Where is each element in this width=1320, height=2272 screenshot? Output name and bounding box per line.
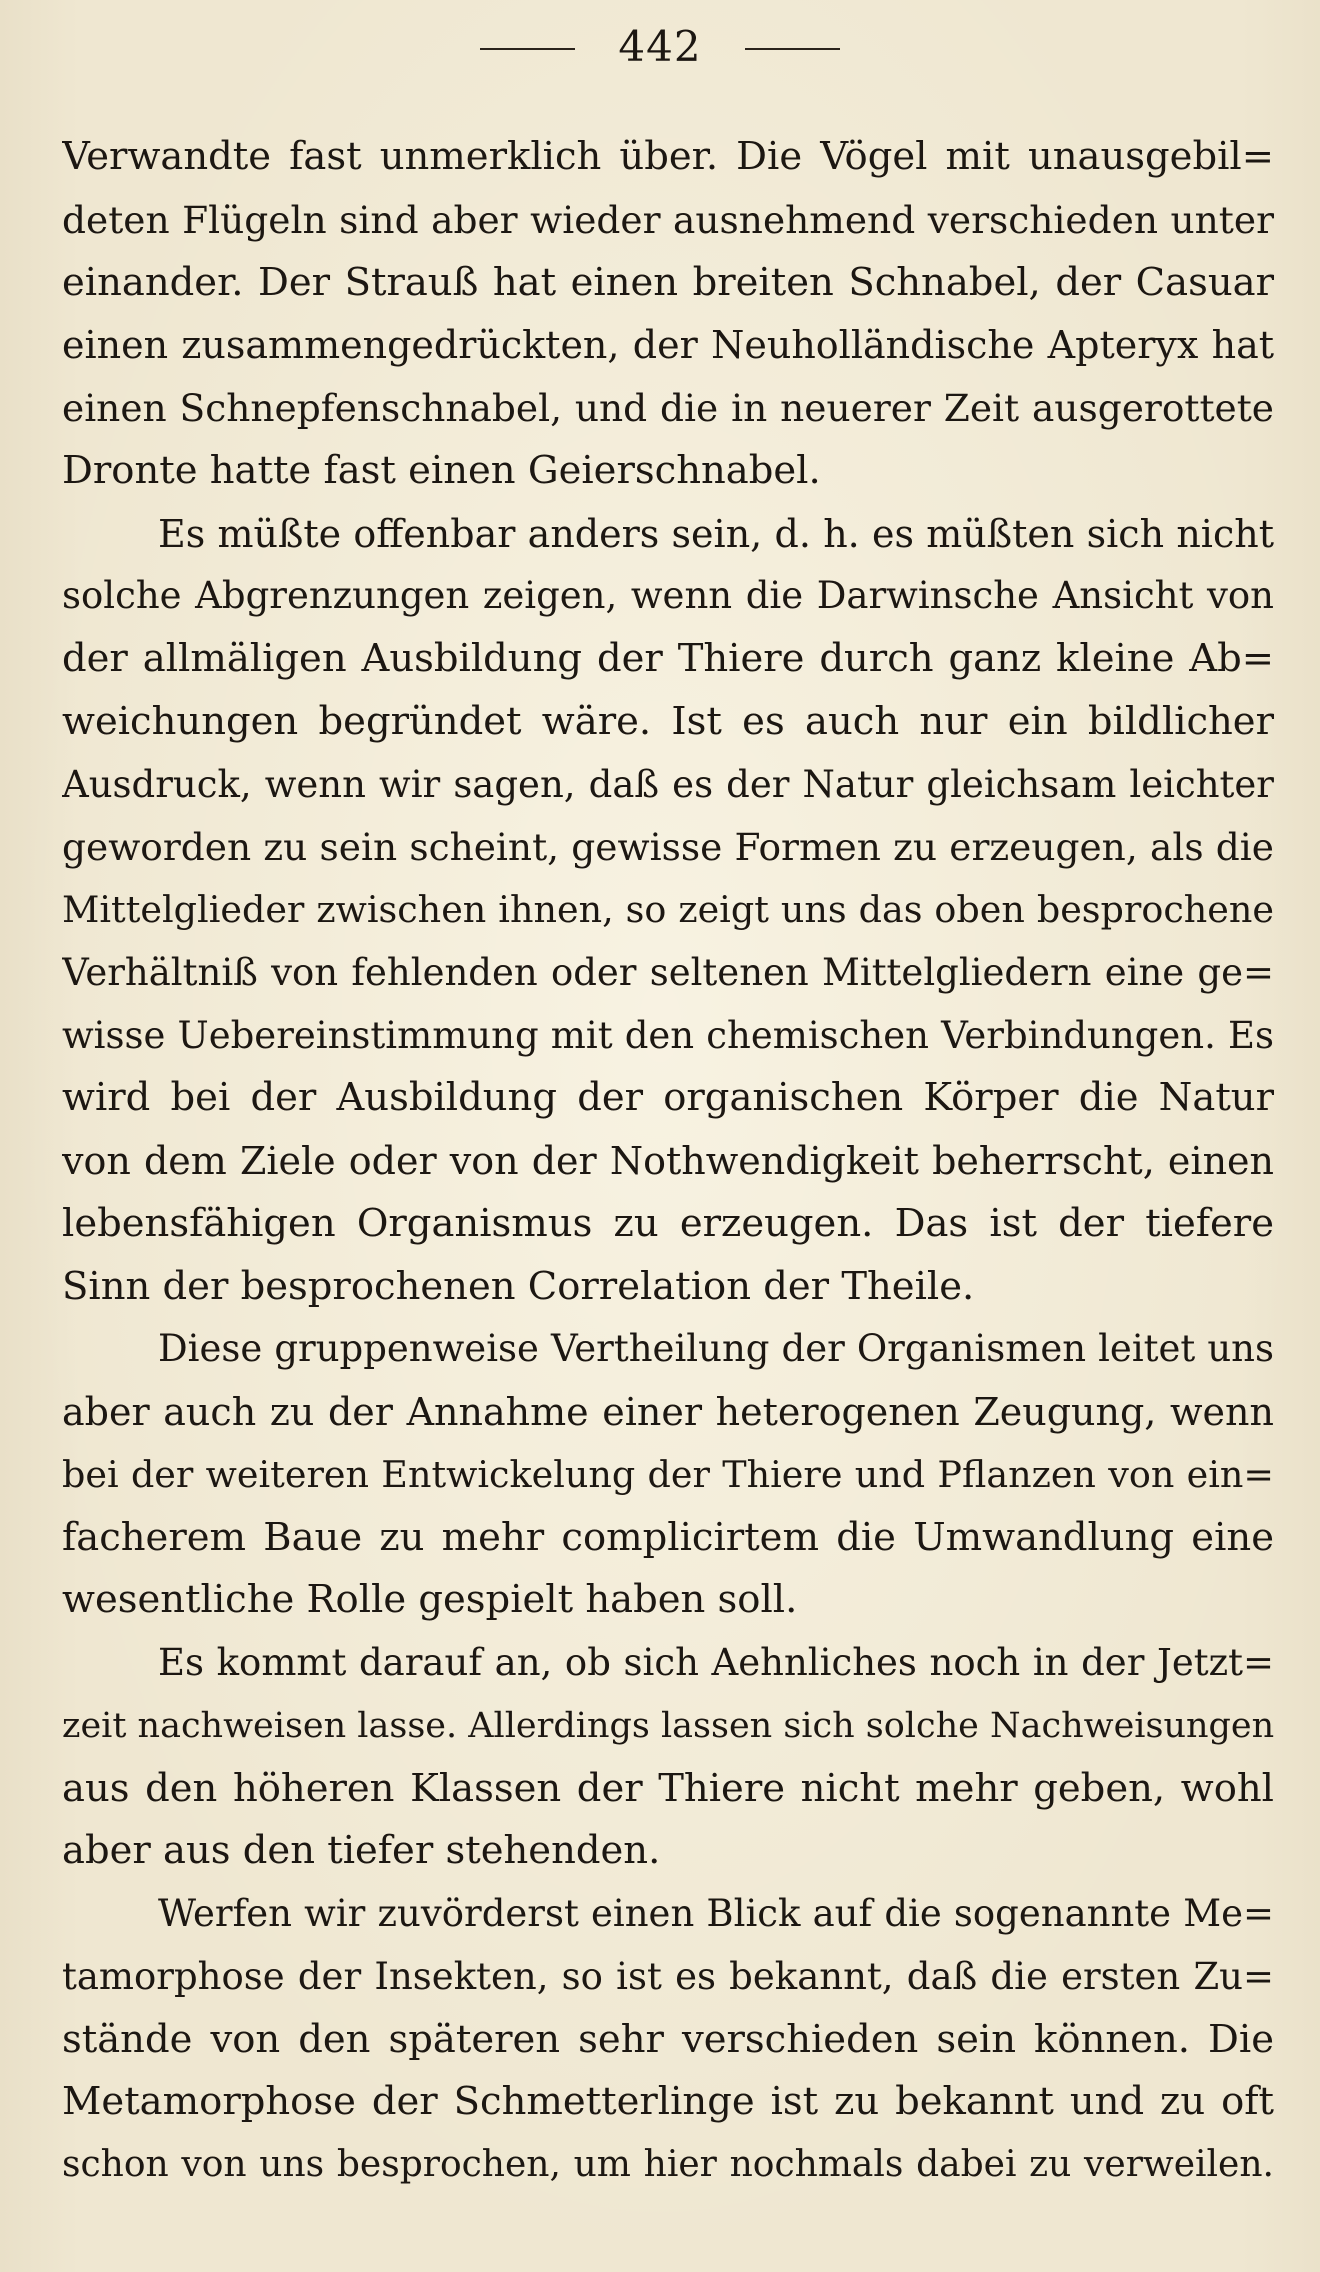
body-text [62, 126, 1274, 2197]
text-line: Werfen wir zuvörderst einen Blick auf die sogenannte Me= [158, 1892, 1274, 1935]
text-line: einen Schnepfenschnabel, und die in neuerer Zeit ausgerottete [62, 386, 1274, 430]
text-line: aber auch zu der Annahme einer heterogenen Zeugung, wenn [62, 1390, 1274, 1434]
text-line: Verwandte fast unmerklich über. Die Vögel mit unausgebil= [62, 134, 1274, 179]
text-line: wisse Uebereinstimmung mit den chemischen Verbindungen. Es [62, 1013, 1274, 1057]
text-line: Mittelglieder zwischen ihnen, so zeigt uns das oben besprochene [62, 888, 1274, 931]
text-line: geworden zu sein scheint, gewisse Formen zu erzeugen, als die [62, 825, 1274, 870]
text-line: Es kommt darauf an, ob sich Aehnliches noch in der Jetzt= [158, 1641, 1274, 1684]
page-number: 442 [618, 22, 702, 71]
text-line: aus den höheren Klassen der Thiere nicht mehr geben, wohl [62, 1765, 1274, 1811]
text-line: der allmäligen Ausbildung der Thiere durch ganz kleine Ab= [62, 636, 1274, 681]
text-line: tamorphose der Insekten, so ist es bekannt, daß die ersten Zu= [62, 1954, 1274, 1998]
text-line: von dem Ziele oder von der Nothwendigkeit beherrscht, einen [62, 1139, 1274, 1183]
text-line: Metamorphose der Schmetterlinge ist zu bekannt und zu oft [62, 2079, 1274, 2125]
text-line: facherem Baue zu mehr complicirtem die Umwandlung eine [62, 1514, 1274, 1560]
text-line: Dronte hatte fast einen Geierschnabel. [62, 447, 821, 493]
text-line: Es müßte offenbar anders sein, d. h. es müßten sich nicht [158, 511, 1274, 556]
text-line: Verhältniß von fehlenden oder seltenen Mittelgliedern eine ge= [62, 950, 1274, 994]
text-line: stände von den späteren sehr verschieden sein können. Die [62, 2016, 1274, 2062]
text-line: aber aus den tiefer stehenden. [62, 1828, 661, 1874]
text-line: bei der weiteren Entwickelung der Thiere und Pflanzen von ein= [62, 1452, 1274, 1496]
text-line: einen zusammengedrückten, der Neuholländische Apteryx hat [62, 323, 1274, 368]
text-line: deten Flügeln sind aber wieder ausnehmend verschieden unter [62, 197, 1274, 242]
page-header [0, 20, 1320, 74]
text-line: schon von uns besprochen, um hier nochmals dabei zu verweilen. [62, 2144, 1274, 2185]
text-line: zeit nachweisen lasse. Allerdings lassen sich solche Nachweisungen [62, 1705, 1274, 1746]
text-line: Sinn der besprochenen Correlation der Theile. [62, 1263, 975, 1309]
text-line: Ausdruck, wenn wir sagen, daß es der Natur gleichsam leichter [62, 762, 1274, 806]
text-line: solche Abgrenzungen zeigen, wenn die Darwinsche Ansicht von [62, 574, 1274, 618]
text-line: einander. Der Strauß hat einen breiten Schnabel, der Casuar [62, 259, 1274, 305]
text-line: Diese gruppenweise Vertheilung der Organismen leitet uns [158, 1327, 1274, 1371]
header-rule-right [745, 48, 840, 50]
text-line: wesentliche Rolle gespielt haben soll. [62, 1577, 798, 1623]
text-line: weichungen begründet wäre. Ist es auch nur ein bildlicher [62, 698, 1274, 744]
text-line: lebensfähigen Organismus zu erzeugen. Das ist der tiefere [62, 1200, 1274, 1246]
text-line: wird bei der Ausbildung der organischen Körper die Natur [62, 1075, 1274, 1121]
